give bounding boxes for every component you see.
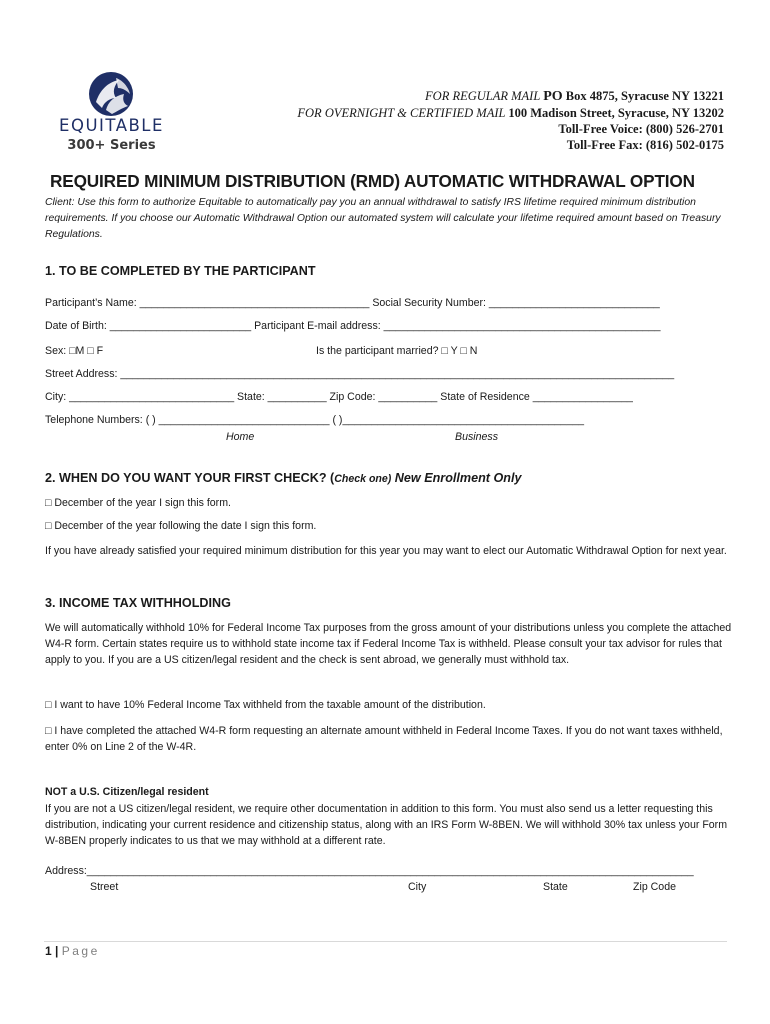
first-check-option-next-year[interactable]: □ December of the year following the date I sign this form. bbox=[45, 520, 317, 532]
address-street-label: Street bbox=[90, 881, 119, 893]
sex-checkbox-group[interactable]: Sex: □M □ F bbox=[45, 345, 104, 357]
participant-name-ssn-field[interactable]: Participant’s Name: _______________________________________ Social Security Number: _____________________________ bbox=[45, 297, 660, 309]
mailing-address-block bbox=[297, 88, 724, 153]
address-zip-label: Zip Code bbox=[633, 881, 676, 893]
logo-wordmark: EQUITABLE bbox=[59, 116, 164, 135]
foreign-address-field[interactable]: Address:_______________________________________________________________________________________________________ bbox=[45, 865, 694, 877]
section-1-heading: 1. TO BE COMPLETED BY THE PARTICIPANT bbox=[45, 264, 316, 278]
dob-email-field[interactable]: Date of Birth: ________________________ Participant E-mail address: _______________________________________________ bbox=[45, 320, 661, 332]
address-city-label: City bbox=[408, 881, 427, 893]
form-title: REQUIRED MINIMUM DISTRIBUTION (RMD) AUTOMATIC WITHDRAWAL OPTION bbox=[50, 171, 695, 191]
toll-free-fax: Toll-Free Fax: (816) 502-0175 bbox=[566, 138, 724, 152]
business-phone-label: Business bbox=[455, 431, 498, 443]
logo-series: 300+ Series bbox=[67, 138, 156, 153]
non-us-paragraph: If you are not a US citizen/legal resident, we require other documentation in addition to this form. You must also send us a letter requesting this distribution, indicating your current residence and citizenship status, along with an IRS Form W-8BEN. We will withhold 30% tax unless your Form W-8BEN properly indicates to us that we may withhold at a different rate. bbox=[45, 803, 728, 847]
regular-mail-line: FOR REGULAR MAIL PO Box 4875, Syracuse NY 13221 bbox=[425, 89, 724, 104]
overnight-mail-line: FOR OVERNIGHT & CERTIFIED MAIL 100 Madison Street, Syracuse, NY 13202 bbox=[297, 106, 724, 120]
toll-free-voice: Toll-Free Voice: (800) 526-2701 bbox=[558, 122, 724, 136]
address-state-label: State bbox=[543, 881, 568, 893]
telephone-numbers-field[interactable]: Telephone Numbers: ( ) _____________________________ ( )_________________________________________ bbox=[45, 414, 585, 426]
page-number: 1 | Page bbox=[45, 944, 100, 958]
withholding-option-10-percent[interactable]: □ I want to have 10% Federal Income Tax withheld from the taxable amount of the distribution. bbox=[45, 699, 486, 711]
intro-paragraph: Client: Use this form to authorize Equitable to automatically pay you an annual withdrawal to satisfy IRS lifetime required minimum distribution requirements. If you choose our Automatic Withdrawal Option our automated system will calculate your lifetime required amount based on Treasury Regulations. bbox=[45, 197, 721, 240]
section-2-note: If you have already satisfied your required minimum distribution for this year you may want to elect our Automatic Withdrawal Option for next year. bbox=[45, 545, 727, 557]
city-state-zip-field[interactable]: City: ____________________________ State: __________ Zip Code: __________ State of Residence _________________ bbox=[45, 391, 633, 403]
withholding-paragraph: We will automatically withhold 10% for Federal Income Tax purposes from the gross amount of your distributions unless you complete the attached W4-R form. Certain states require us to withhold state income tax if Federal Income Tax is withheld. Please consult your tax advisor for rules that apply to you. If you are a US citizen/legal resident and the check is sent abroad, we generally must withhold tax. bbox=[45, 622, 732, 666]
non-us-heading: NOT a U.S. Citizen/legal resident bbox=[45, 786, 209, 798]
withholding-option-w4r[interactable]: □ I have completed the attached W4-R form requesting an alternate amount withheld in Federal Income Taxes. If you do not want taxes withheld, enter 0% on Line 2 of the W-4R. bbox=[45, 725, 723, 753]
street-address-field[interactable]: Street Address: ______________________________________________________________________________________________ bbox=[45, 368, 675, 380]
section-2-heading: 2. WHEN DO YOU WANT YOUR FIRST CHECK? (Check one) New Enrollment Only bbox=[45, 471, 522, 485]
married-checkbox-group[interactable]: Is the participant married? □ Y □ N bbox=[316, 345, 478, 357]
section-3-heading: 3. INCOME TAX WITHHOLDING bbox=[45, 596, 231, 610]
footer-divider bbox=[44, 941, 727, 942]
first-check-option-this-year[interactable]: □ December of the year I sign this form. bbox=[45, 497, 231, 509]
home-phone-label: Home bbox=[226, 431, 255, 443]
